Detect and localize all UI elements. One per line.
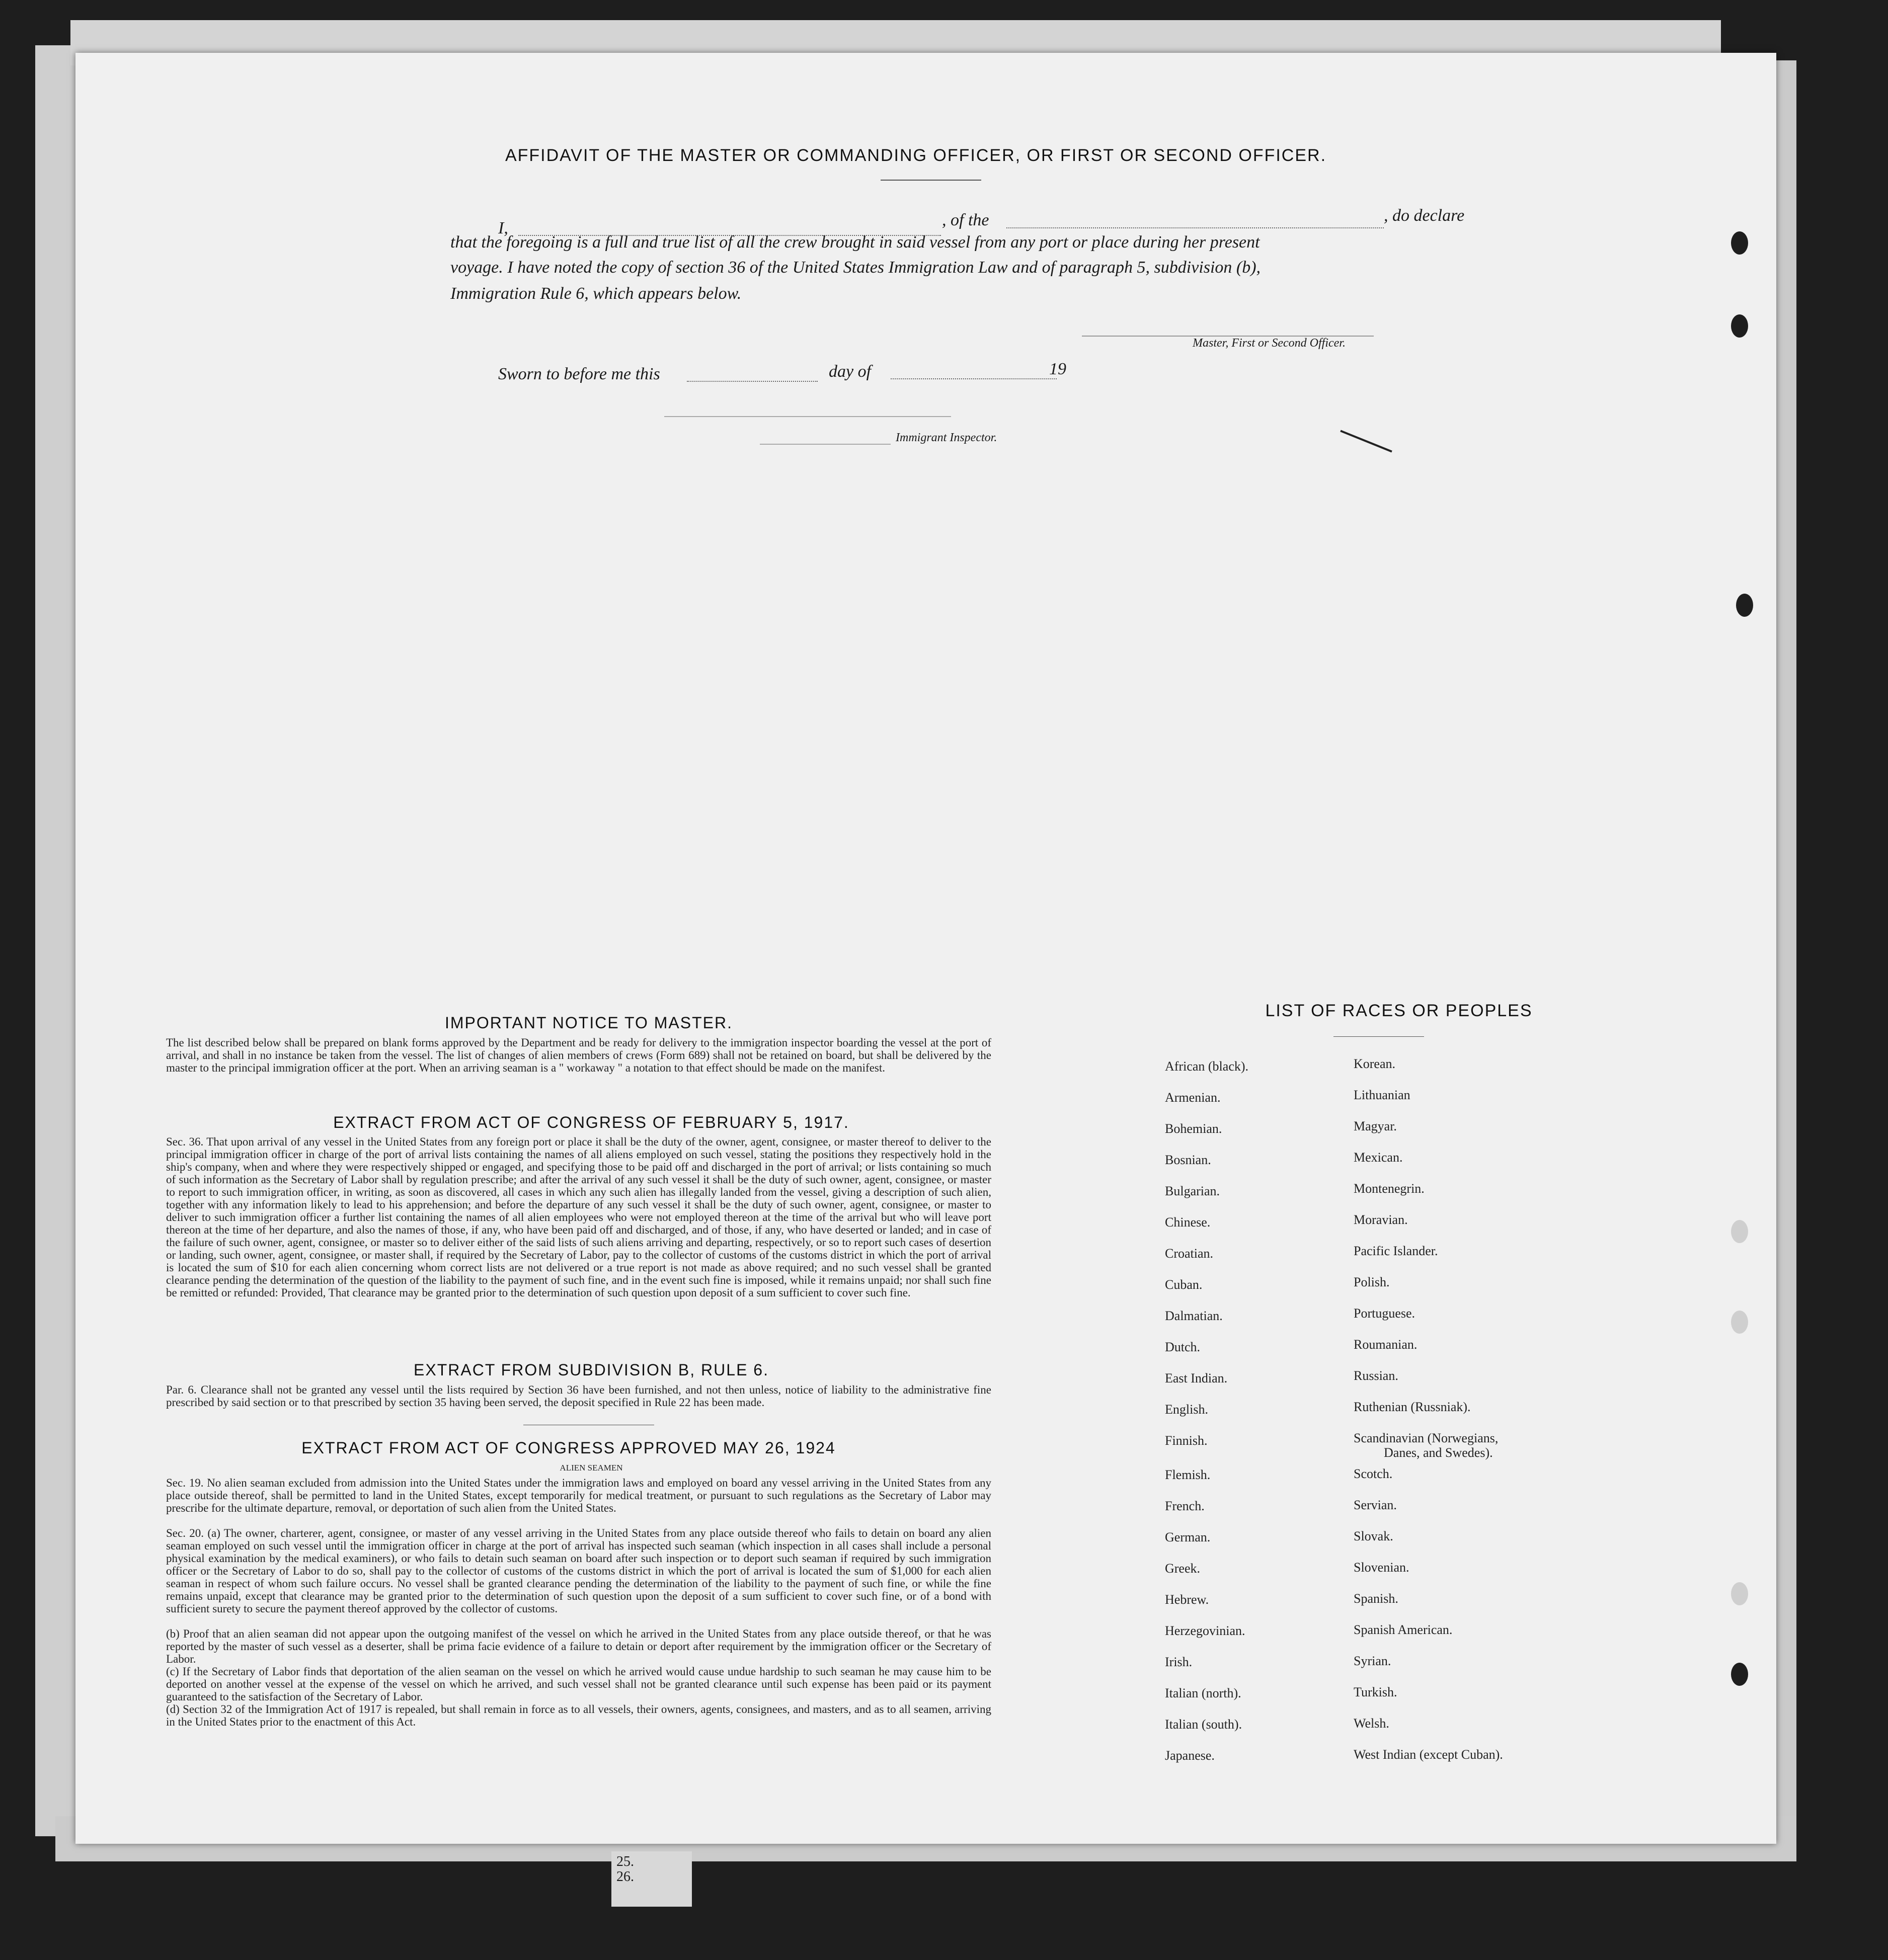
- race-right-13: Scandinavian (Norwegians,: [1354, 1431, 1499, 1445]
- notice-title: IMPORTANT NOTICE TO MASTER.: [445, 1014, 733, 1032]
- race-left-19: Herzegovinian.: [1165, 1623, 1245, 1638]
- race-left-15: French.: [1165, 1499, 1205, 1513]
- race-right-22: Welsh.: [1354, 1716, 1389, 1731]
- race-right-6: Moravian.: [1354, 1212, 1408, 1227]
- race-right-7: Pacific Islander.: [1354, 1244, 1438, 1258]
- extract-1917-title: EXTRACT FROM ACT OF CONGRESS OF FEBRUARY 5, 1917.: [333, 1113, 849, 1131]
- race-right-8: Polish.: [1354, 1275, 1390, 1289]
- inspector-label: Immigrant Inspector.: [896, 431, 997, 444]
- sworn-day-field[interactable]: [687, 380, 818, 382]
- race-right-12: Ruthenian (Russniak).: [1354, 1400, 1471, 1414]
- extract-1924-title: EXTRACT FROM ACT OF CONGRESS APPROVED MAY 26, 1924: [301, 1439, 836, 1457]
- affidavit-of-the-label: , of the: [942, 211, 989, 229]
- affidavit-statement-line-1: that the foregoing is a full and true list of all the crew brought in said vessel from any port or place during her present: [450, 233, 1260, 252]
- race-right-23: West Indian (except Cuban).: [1354, 1747, 1503, 1762]
- inspector-signature-field-2[interactable]: [760, 443, 891, 445]
- year-label: 19: [1049, 360, 1066, 378]
- race-left-21: Italian (north).: [1165, 1686, 1241, 1700]
- sworn-month-field[interactable]: [891, 377, 1057, 379]
- affidavit-title-rule: [881, 180, 981, 181]
- race-right-1: Korean.: [1354, 1056, 1396, 1071]
- race-right-20: Syrian.: [1354, 1654, 1391, 1668]
- race-left-18: Hebrew.: [1165, 1592, 1209, 1607]
- affidavit-do-declare-label: , do declare: [1384, 206, 1465, 225]
- paper-tab: 25. 26.: [611, 1851, 692, 1907]
- race-left-23: Japanese.: [1165, 1748, 1215, 1763]
- race-right-10: Roumanian.: [1354, 1337, 1418, 1352]
- extract-1917-text: Sec. 36. That upon arrival of any vessel in the United States from any foreign port or place it shall be the duty of the owner, agent, consignee, or master thereof to deliver to the principal immigration officer in charge of the port of arrival lists containing the names of all aliens employed on such vessel, stating the positions they respectively hold in the ship's company, when and where they were respectively shipped or engaged, and specifying those to be paid off and discharged in the port of arrival; or lists containing so much of such information as the Secretary of Labor shall by regulation prescribe; and after the arrival of any such vessel it shall be the duty of such owner, agent, consignee, or master to report to such immigration officer, in writing, as soon as discovered, all cases in which any such alien has illegally landed from the vessel, giving a description of such alien, together with any information likely to lead to his apprehension; and before the departure of any such vessel it shall be the duty of such owner, agent, consignee, or master to deliver to such immigration officer a further list containing the names of all alien employees who were not employed thereon at the time of the arrival but who will leave port thereon at the time of her departure, and also the names of those, if any, who have been paid off and discharged, and of those, if any, who have deserted or landed; and in case of the failure of such owner, agent, consignee, or master so to deliver either of the said lists of such aliens arriving and departing, respectively, or so to report such cases of desertion or landing, such owner, agent, consignee, or master shall, if required by the Secretary of Labor, pay to the collector of customs of the customs district in which the port of arrival is located the sum of $10 for each alien concerning whom correct lists are not delivered or a true report is not made as above required; and no such vessel shall be granted clearance pending the determination of the question of the liability to the payment of such fine, and in the event such fine is imposed, while it remains unpaid; nor shall such fine be remitted or refunded: Provided, That clearance may be granted prior to the determination of such question upon deposit of a sum sufficient to cover such fine.: [166, 1135, 991, 1299]
- day-of-label: day of: [829, 362, 872, 381]
- race-right-15: Servian.: [1354, 1498, 1397, 1512]
- extract-1924-sec20c: (c) If the Secretary of Labor finds that deportation of the alien seaman on the vessel on which he arrived would cause undue hardship to such seaman he may cause him to be deported on another vessel at the expense of the vessel on which he arrived, and such vessel shall not be granted clearance until such expense has been paid or its payment guaranteed to the satisfaction of the Secretary of Labor.: [166, 1665, 991, 1703]
- sworn-label: Sworn to before me this: [498, 365, 660, 383]
- race-left-13: Finnish.: [1165, 1433, 1208, 1448]
- race-right-3: Magyar.: [1354, 1119, 1397, 1133]
- extract-1924-subtitle: ALIEN SEAMEN: [560, 1463, 623, 1473]
- affidavit-i-label: I,: [498, 219, 508, 237]
- binder-hole: [1731, 314, 1748, 338]
- inspector-signature-field[interactable]: [664, 415, 951, 417]
- race-left-17: Greek.: [1165, 1561, 1201, 1576]
- extract-1924-sec19: Sec. 19. No alien seaman excluded from admission into the United States under the immigration laws and employed on board any vessel arriving in the United States from any place outside thereof, shall be permitted to land in the United States, except temporarily for medical treatment, or pursuant to such regulations as the Secretary of Labor may prescribe for the ultimate departure, removal, or deportation of such alien from the United States.: [166, 1477, 991, 1514]
- race-left-7: Croatian.: [1165, 1246, 1214, 1261]
- race-left-8: Cuban.: [1165, 1277, 1203, 1292]
- race-left-16: German.: [1165, 1530, 1211, 1544]
- binder-hole: [1731, 1311, 1748, 1334]
- binder-hole: [1731, 231, 1748, 255]
- race-right-17: Slovenian.: [1354, 1560, 1409, 1575]
- race-right-14: Scotch.: [1354, 1466, 1393, 1481]
- race-left-14: Flemish.: [1165, 1467, 1211, 1482]
- binder-hole: [1731, 1220, 1748, 1243]
- extract-rule6-text: Par. 6. Clearance shall not be granted any vessel until the lists required by Section 36 have been furnished, and not then unless, notice of liability to the administrative fine prescribed by said section or to that prescribed by section 35 having been served, the deposit specified in Rule 22 has been made.: [166, 1383, 991, 1409]
- affidavit-statement-line-2: voyage. I have noted the copy of section 36 of the United States Immigration Law and of paragraph 5, subdivision (b),: [450, 258, 1261, 277]
- races-title-rule: [1333, 1036, 1424, 1037]
- race-right-2: Lithuanian: [1354, 1088, 1410, 1102]
- race-left-2: Armenian.: [1165, 1090, 1221, 1105]
- race-right-18: Spanish.: [1354, 1591, 1398, 1606]
- extract-rule6-title: EXTRACT FROM SUBDIVISION B, RULE 6.: [414, 1361, 769, 1379]
- race-left-20: Irish.: [1165, 1655, 1193, 1669]
- race-right-13-continuation: Danes, and Swedes).: [1384, 1445, 1493, 1460]
- race-left-4: Bosnian.: [1165, 1153, 1211, 1167]
- race-left-5: Bulgarian.: [1165, 1184, 1220, 1198]
- notice-text: The list described below shall be prepared on blank forms approved by the Department and be ready for delivery to the immigration inspector boarding the vessel at the port of arrival, and shall in no instance be taken from the vessel. The list of changes of alien members of crews (Form 689) shall not be retained on board, but shall be delivered by the master to the principal immigration officer at the port. When an arriving seaman is a " workaway " a notation to that effect should be made on the manifest.: [166, 1036, 991, 1074]
- race-left-10: Dutch.: [1165, 1340, 1201, 1354]
- affidavit-statement-line-3: Immigration Rule 6, which appears below.: [450, 284, 742, 303]
- race-left-9: Dalmatian.: [1165, 1309, 1223, 1323]
- race-right-21: Turkish.: [1354, 1685, 1397, 1699]
- master-signature-label: Master, First or Second Officer.: [1193, 337, 1346, 350]
- extract-1924-sec20a: Sec. 20. (a) The owner, charterer, agent, consignee, or master of any vessel arriving in the United States from any place outside thereof who fails to detain on board any alien seaman employed on such vessel until the immigration officer in charge at the port of arrival has inspected such seaman (which inspection in all cases shall include a personal physical examination by the medical examiners), or who fails to detain such seaman on board after such inspection or to deport such seaman if required by such immigration officer or the Secretary of Labor to do so, shall pay to the collector of customs of the customs district in which the port of arrival is located the sum of $1,000 for each alien seaman in respect of whom such failure occurs. No vessel shall be granted clearance pending the determination of the liability to the payment of such fine, or while the fine remains unpaid, except that clearance may be granted prior to the determination of such question upon the deposit of a sum sufficient to cover such fine, or of a bond with sufficient surety to secure the payment thereof approved by the collector of customs.: [166, 1527, 991, 1615]
- race-right-16: Slovak.: [1354, 1529, 1393, 1543]
- race-left-6: Chinese.: [1165, 1215, 1211, 1230]
- race-right-19: Spanish American.: [1354, 1622, 1453, 1637]
- binder-hole: [1731, 1582, 1748, 1605]
- race-right-9: Portuguese.: [1354, 1306, 1415, 1321]
- race-left-3: Bohemian.: [1165, 1121, 1222, 1136]
- race-right-11: Russian.: [1354, 1368, 1398, 1383]
- races-title: LIST OF RACES OR PEOPLES: [1265, 1001, 1533, 1020]
- race-left-22: Italian (south).: [1165, 1717, 1242, 1732]
- pen-mark: [1340, 430, 1392, 453]
- race-right-4: Mexican.: [1354, 1150, 1403, 1165]
- race-right-5: Montenegrin.: [1354, 1181, 1425, 1196]
- extract-1924-sec20b: (b) Proof that an alien seaman did not appear upon the outgoing manifest of the vessel on which he arrived in the United States from any place outside thereof, or that he was reported by the master of such vessel as a deserter, shall be prima facie evidence of a failure to detain or deport after requirement by the immigration officer or the Secretary of Labor.: [166, 1627, 991, 1665]
- affidavit-vessel-field[interactable]: [1006, 226, 1384, 228]
- affidavit-title: AFFIDAVIT OF THE MASTER OR COMMANDING OFFICER, OR FIRST OR SECOND OFFICER.: [505, 146, 1327, 165]
- race-left-12: English.: [1165, 1402, 1208, 1417]
- form-page: [75, 53, 1776, 1844]
- race-left-1: African (black).: [1165, 1059, 1249, 1074]
- extract-1924-sec20d: (d) Section 32 of the Immigration Act of 1917 is repealed, but shall remain in force as to all vessels, their owners, agents, consignees, and masters, and as to all seamen, arriving in the United States prior to the enactment of this Act.: [166, 1703, 991, 1728]
- binder-hole: [1731, 1663, 1748, 1686]
- binder-hole: [1736, 594, 1753, 617]
- race-left-11: East Indian.: [1165, 1371, 1228, 1385]
